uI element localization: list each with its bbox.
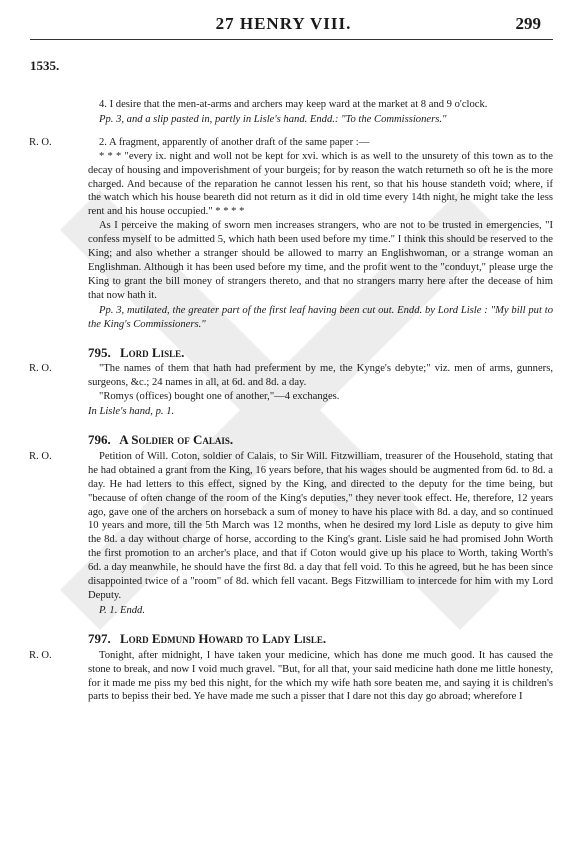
running-title: 27 HENRY VIII. <box>215 14 352 33</box>
endorsement-note: Pp. 3, mutilated, the greater part of the first leaf having been cut out. Endd. by Lord Lisle : "My bill put to the King's Commissioners." <box>88 304 553 330</box>
paragraph: 2. A fragment, apparently of another draft of the same paper :— <box>99 136 370 148</box>
paragraph: As I perceive the making of sworn men increases strangers, who are not to be trusted in emergencies, "I confess myself to be admitted 5, which hath been used before my time." I think this should be reserved to the King; and also whether a stranger should be allowed to marry an Englishwoman, or a strange woman an Englishman. Although it has been used before my time, and the profit went to the "conduyt," please urge the King to grant the bill money of strangers thereto, and that no strangers marry here after the decease of him that now hath it. <box>88 220 553 301</box>
entry-heading: Lord Lisle. <box>120 344 185 360</box>
entry-number: 796. <box>88 432 111 448</box>
item-4-section <box>88 98 553 127</box>
paragraph: * * * "every ix. night and woll not be kept for xvi. which is as well to the unsurety of this town as to the decay of housing and impoverishment of your burgeis; for by reason the watch returneth so oft he is the more charged. And because of the reparation he cannot lessen his rent, so that his house standeth void; where, if the watch which his house beareth did not return as it did in old time every 14th night, he might take the less rent and his house occupied." * * * * <box>88 150 553 218</box>
endorsement-note: P. 1. Endd. <box>99 604 146 616</box>
margin-source-label: R. O. <box>29 363 52 375</box>
margin-source-label: R. O. <box>29 450 52 462</box>
entry-796-body <box>29 450 553 618</box>
entry-796-title <box>88 433 553 447</box>
paragraph: "The names of them that hath had preferment by me, the Kynge's debyte;" viz. men of arms, gunners, surgeons, &c.; 24 names in all, at 6d. and 8d. a day. <box>88 363 553 389</box>
paragraph: Petition of Will. Coton, soldier of Calais, to Sir Will. Fitzwilliam, treasurer of the Household, stating that he had obtained a grant from the King, 16 years before, that his wages should be augmented from 6d. to 8d. a day. He had letters to this effect, signed by the King, and directed to the deputy for the time being, but "because of often change of the room of the King's deputies," they never took effect. He, therefore, 12 years ago, gave one of the archers on horseback a sum of money to have his place with 8d. a day, and so continued 10 years and more, till the 5th March was 12 months, when he desired my lord Lisle as deputy to give him the 8d. a day without charge of horse, according to the King's grant. Lisle said he had promised John Worth the first promotion to an archer's place, and that if Coton would give up his place to Worth, taking Worth's 6d. a day meanwhile, he should have the first 8d. a day that fell void. To this he agreed, but he has been since disappointed twice of a "room" of 8d. which fell vacant. Begs Fitzwilliam to intercede for him with my Lord Deputy. <box>88 450 553 601</box>
year-label: 1535. <box>30 58 60 73</box>
entry-heading: Lord Edmund Howard to Lady Lisle. <box>120 630 327 646</box>
entry-heading: A Soldier of Calais. <box>119 432 234 448</box>
paragraph: "Romys (offices) bought one of another,"—4 exchanges. <box>99 391 340 403</box>
entry-795-title <box>88 346 553 360</box>
margin-source-label: R. O. <box>29 649 52 661</box>
fragment-section <box>29 136 553 332</box>
entry-797-body <box>29 649 553 705</box>
entry-797-title <box>88 632 553 646</box>
page-number: 299 <box>515 14 541 33</box>
paragraph: Tonight, after midnight, I have taken your medicine, which has done me much good. It has caused the stone to break, and now I void much gravel. "But, for all that, your said medicine hath done me little honesty, for it made me piss my bed this night, for the which my wife hath sore beaten me, and saying it is children's parts to bepiss their bed. Ye have made me such a pisser that I dare not this day go abroad; wherefore I <box>88 649 553 703</box>
margin-source-label: R. O. <box>29 136 52 148</box>
text-column <box>29 98 553 704</box>
entry-795-body <box>29 362 553 419</box>
header-rule <box>30 39 553 40</box>
endorsement-note: In Lisle's hand, p. 1. <box>88 406 175 418</box>
entry-number: 797. <box>88 630 111 646</box>
entry-number: 795. <box>88 344 111 360</box>
paragraph: 4. I desire that the men-at-arms and archers may keep ward at the market at 8 and 9 o'clock. <box>99 99 488 110</box>
endorsement-note: Pp. 3, and a slip pasted in, partly in Lisle's hand. Endd.: "To the Commissioners." <box>99 113 447 125</box>
